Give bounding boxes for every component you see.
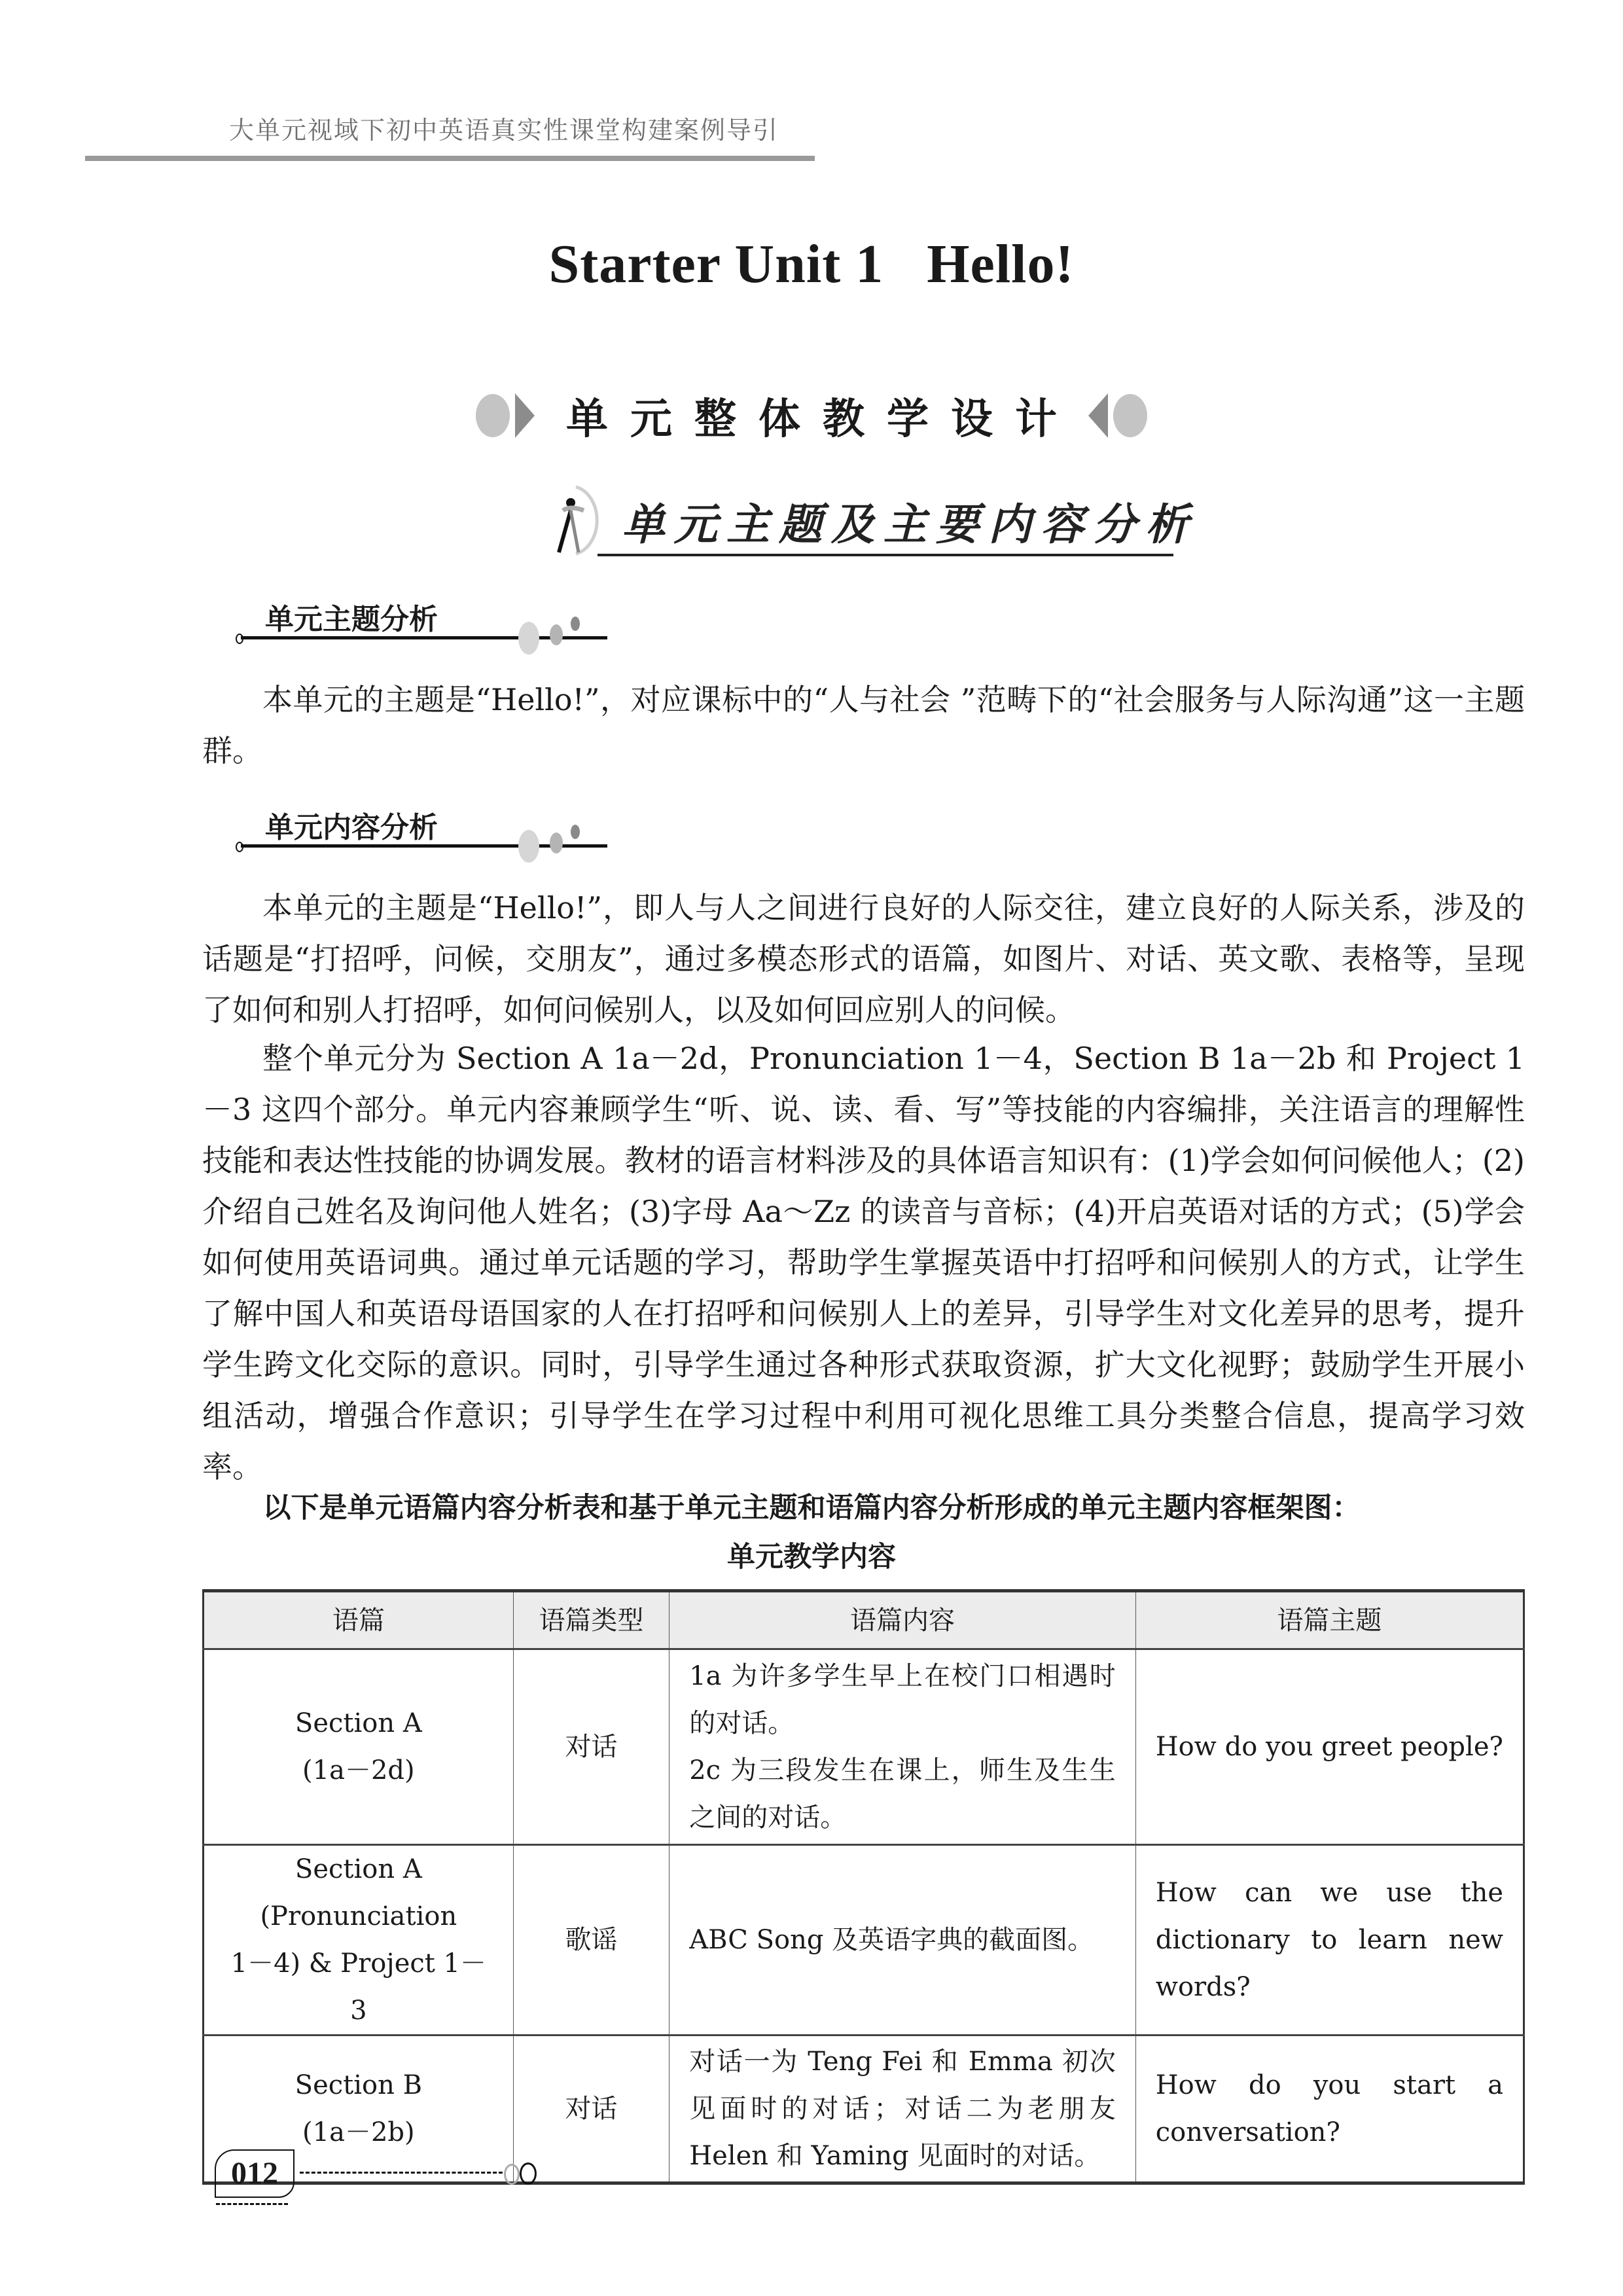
passage-line: Section A xyxy=(294,1708,422,1738)
column-header: 语篇主题 xyxy=(1135,1591,1524,1649)
footer-ring-icon xyxy=(504,2164,520,2185)
passage-cell xyxy=(204,1649,514,1845)
passage-line: (1a－2b) xyxy=(302,2117,415,2147)
topic-cell: How do you greet people? xyxy=(1135,1649,1524,1845)
passage-line: Section A xyxy=(294,1854,422,1884)
archer-figure-icon xyxy=(556,484,602,556)
footer-ring-icon xyxy=(520,2162,537,2185)
passage-line: (1a－2d) xyxy=(302,1755,415,1785)
topic-cell: How can we use the dictionary to learn new words? xyxy=(1135,1845,1524,2036)
content-analysis-paragraph-1: 本单元的主题是“Hello!”，即人与人之间进行良好的人际交往，建立良好的人际关系，涉及的话题是“打招呼，问候，交朋友”，通过多模态形式的语篇，如图片、对话、英文歌、表格等，呈现了如何和别人打招呼，如何问候别人，以及如何回应别人的问候。 xyxy=(202,890,1525,1028)
table-row xyxy=(204,1649,1524,1845)
passage-cell xyxy=(204,1845,514,2036)
right-dot-icon xyxy=(1113,394,1147,437)
content-cell: 对话一为 Teng Fei 和 Emma 初次见面时的对话；对话二为老朋友 Helen 和 Yaming 见面时的对话。 xyxy=(669,2036,1135,2183)
column-header: 语篇类型 xyxy=(513,1591,669,1649)
passage-line: (Pronunciation xyxy=(260,1901,457,1931)
passage-line: 1－4) & Project 1－3 xyxy=(230,1948,487,2026)
content-line: 1a 为许多学生早上在校门口相遇时的对话。 xyxy=(689,1661,1116,1738)
circle-decor-icon xyxy=(550,833,563,853)
table-caption: 单元教学内容 xyxy=(727,1541,896,1573)
type-cell: 对话 xyxy=(513,2036,669,2183)
calligraphy-heading-text: 单元主题及主要内容分析 xyxy=(622,499,1198,550)
type-cell: 对话 xyxy=(513,1649,669,1845)
lead-in-text: 以下是单元语篇内容分析表和基于单元主题和语篇内容分析形成的单元主题内容框架图： xyxy=(262,1492,1361,1524)
type-cell: 歌谣 xyxy=(513,1845,669,2036)
content-line: 2c 为三段发生在课上，师生及生生之间的对话。 xyxy=(689,1755,1116,1833)
subsection-heading-label: 单元内容分析 xyxy=(265,811,438,844)
banner-text: 单元整体教学设计 xyxy=(566,395,1079,444)
chevron-right-icon xyxy=(515,393,535,438)
section-banner xyxy=(0,383,1623,448)
content-cell xyxy=(669,1649,1135,1845)
chevron-left-icon xyxy=(1088,393,1108,438)
circle-decor-icon xyxy=(518,622,539,655)
content-analysis-paragraph-2: 整个单元分为 Section A 1a－2d，Pronunciation 1－4，Section B 1a－2b 和 Project 1－3 这四个部分。单元内容兼顾学生“听、说、读、看、写”等技能的内容编排，关注语言的理解性技能和表达性技能的协调发展。教材的语言材料涉及的具体语言知识有：(1)学会如何问候他人；(2)介绍自己姓名及询问他人姓名；(3)字母 Aa～Zz 的读音与音标；(4)开启英语对话的方式；(5)学会如何使用英语词典。通过单元话题的学习，帮助学生掌握英语中打招呼和问候别人的方式，让学生了解中国人和英语母语国家的人在打招呼和问候别人上的差异，引导学生对文化差异的思考，提升学生跨文化交际的意识。同时，引导学生通过各种形式获取资源，扩大文化视野；鼓励学生开展小组活动，增强合作意识；引导学生在学习过程中利用可视化思维工具分类整合信息，提高学习效率。 xyxy=(202,1041,1525,1484)
page-number: 012 xyxy=(215,2149,294,2198)
subsection-heading-content xyxy=(236,804,615,850)
passage-line: Section B xyxy=(294,2070,422,2100)
column-header: 语篇 xyxy=(204,1591,514,1649)
column-header: 语篇内容 xyxy=(669,1591,1135,1649)
running-head: 大单元视域下初中英语真实性课堂构建案例导引 xyxy=(229,116,779,145)
circle-decor-icon xyxy=(571,617,580,631)
unit-content-table xyxy=(202,1589,1525,2185)
circle-decor-icon xyxy=(571,825,580,839)
content-cell: ABC Song 及英语字典的截面图。 xyxy=(669,1845,1135,2036)
subsection-heading-label: 单元主题分析 xyxy=(265,603,438,636)
header-rule xyxy=(85,156,815,161)
left-dot-icon xyxy=(476,394,510,437)
footer-dashed-underline xyxy=(216,2203,288,2205)
circle-decor-icon xyxy=(550,624,563,645)
theme-analysis-paragraph: 本单元的主题是“Hello!”，对应课标中的“人与社会 ”范畴下的“社会服务与人际沟通”这一主题群。 xyxy=(202,682,1525,768)
footer-dashed-line xyxy=(300,2172,503,2174)
table-header-row xyxy=(204,1591,1524,1649)
calligraphy-heading xyxy=(556,484,1198,563)
circle-decor-icon xyxy=(518,830,539,863)
topic-cell: How do you start a conversation? xyxy=(1135,2036,1524,2183)
page-title: Starter Unit 1 Hello! xyxy=(548,234,1075,295)
subsection-heading-theme xyxy=(236,596,615,641)
table-row xyxy=(204,1845,1524,2036)
page-footer xyxy=(208,2145,575,2204)
calligraphy-underline xyxy=(597,554,1173,556)
